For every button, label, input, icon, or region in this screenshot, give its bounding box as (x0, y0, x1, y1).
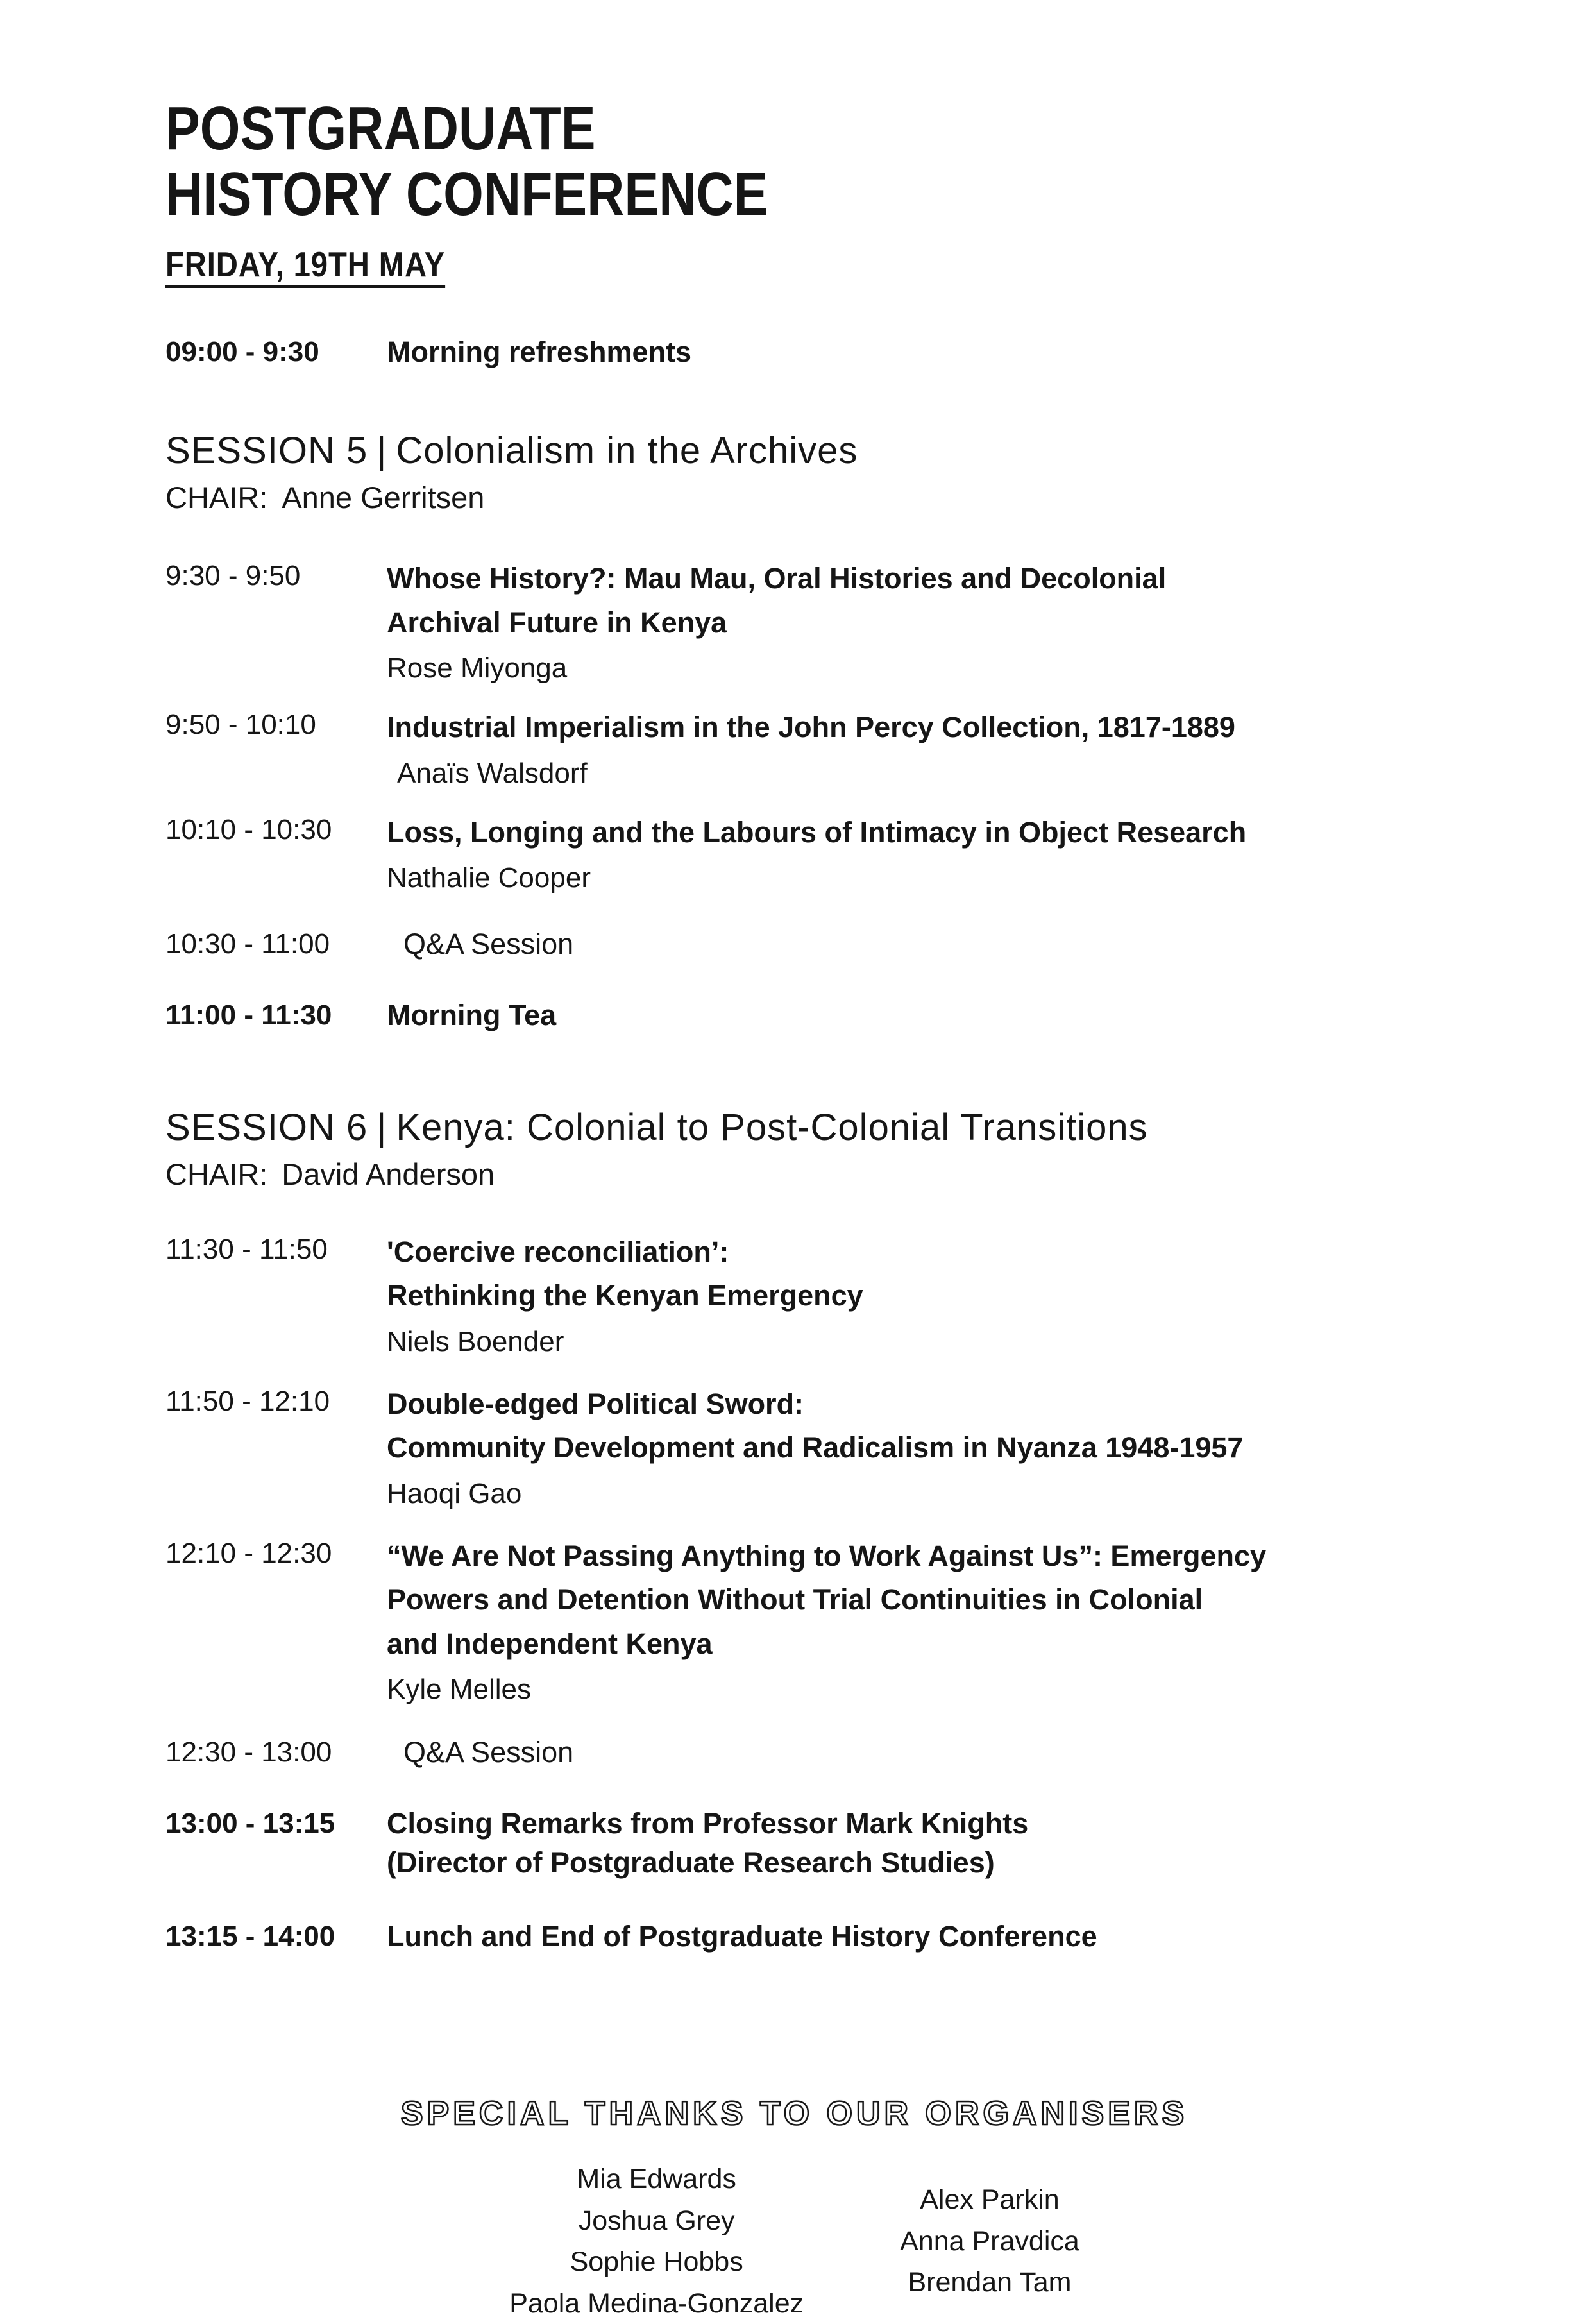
closing-body (387, 1804, 1519, 1883)
talk-speaker: Haoqi Gao (387, 1477, 522, 1509)
organisers-column-left (509, 2159, 804, 2324)
time-range: 13:15 - 14:00 (165, 1921, 335, 1953)
time-range: 9:50 - 10:10 (165, 709, 316, 741)
session-topic: Kenya: Colonial to Post-Colonial Transitions (396, 1106, 1148, 1148)
talk-title-line: Loss, Longing and the Labours of Intimacy in Object Research (387, 815, 1247, 849)
schedule-row-morning-tea (165, 996, 1519, 1035)
talk-title-line: Powers and Detention Without Trial Continuities in Colonial (387, 1583, 1203, 1616)
event-label: Morning refreshments (387, 335, 692, 368)
time-range: 9:30 - 9:50 (165, 560, 301, 592)
page-title (165, 96, 1303, 227)
event-label: Morning Tea (387, 999, 557, 1032)
schedule-row-morning-refreshments (165, 333, 1519, 372)
chair-label: CHAIR: (165, 1157, 268, 1191)
thanks-section (69, 2094, 1519, 2324)
schedule-row-qa-session6 (165, 1733, 1519, 1772)
organiser-name: Mia Edwards (577, 2164, 736, 2195)
talk-title-line: Double-edged Political Sword: (387, 1387, 804, 1420)
session6-header (165, 1106, 1519, 1192)
talk-title-line: 'Coercive reconciliation’: (387, 1235, 729, 1268)
conference-date: FRIDAY, 19TH MAY (165, 244, 446, 284)
talk-body (387, 1382, 1519, 1512)
talk-title-line: “We Are Not Passing Anything to Work Against Us”: Emergency (387, 1539, 1267, 1572)
organiser-name: Brendan Tam (908, 2267, 1072, 2298)
talk-body (387, 706, 1519, 792)
schedule-row-qa-session5 (165, 925, 1519, 964)
time-range: 12:10 - 12:30 (165, 1537, 332, 1569)
page-title-line1: POSTGRADUATE (165, 94, 596, 163)
organiser-name: Sophie Hobbs (570, 2246, 743, 2278)
chair-name: Anne Gerritsen (282, 480, 485, 515)
organiser-name: Joshua Grey (578, 2205, 735, 2236)
schedule-row-lunch (165, 1917, 1519, 1956)
organiser-name: Alex Parkin (920, 2184, 1060, 2216)
talk-body (387, 1534, 1519, 1708)
time-range: 11:50 - 12:10 (165, 1385, 330, 1417)
chair-label: CHAIR: (165, 480, 268, 515)
talk-body (387, 557, 1519, 686)
talk-title-line: Rethinking the Kenyan Emergency (387, 1279, 863, 1312)
talk-row (165, 811, 1519, 897)
time-range: 12:30 - 13:00 (165, 1736, 332, 1768)
time-range: 11:00 - 11:30 (165, 999, 332, 1031)
event-label: Q&A Session (403, 1736, 574, 1769)
talk-title-line: Archival Future in Kenya (387, 606, 727, 639)
talk-speaker: Anaïs Walsdorf (397, 757, 588, 789)
organisers-columns (69, 2159, 1519, 2324)
talk-row (165, 1230, 1519, 1360)
time-range: 09:00 - 9:30 (165, 335, 319, 368)
chair-name: David Anderson (282, 1157, 495, 1191)
schedule-row-closing-remarks (165, 1804, 1519, 1883)
talk-row (165, 1382, 1519, 1512)
talk-title-line: Community Development and Radicalism in Nyanza 1948-1957 (387, 1431, 1244, 1464)
organiser-name: Anna Pravdica (900, 2225, 1079, 2257)
session-separator: | (376, 1106, 387, 1148)
talk-speaker: Nathalie Cooper (387, 862, 591, 894)
thanks-heading: SPECIAL THANKS TO OUR ORGANISERS (400, 2095, 1188, 2133)
talk-speaker: Rose Miyonga (387, 652, 568, 684)
talk-title-line: Whose History?: Mau Mau, Oral Histories and Decolonial (387, 562, 1167, 595)
organiser-name: Paola Medina-Gonzalez (509, 2287, 804, 2319)
talk-title-line: Industrial Imperialism in the John Percy Collection, 1817-1889 (387, 711, 1235, 744)
time-range: 10:30 - 11:00 (165, 928, 330, 960)
time-range: 11:30 - 11:50 (165, 1233, 328, 1265)
session6-title (165, 1106, 1519, 1149)
session6-chair (165, 1157, 1519, 1192)
talk-title-line: and Independent Kenya (387, 1627, 713, 1660)
session-topic: Colonialism in the Archives (396, 430, 858, 472)
session-number: SESSION 5 (165, 430, 368, 472)
page-title-line2: HISTORY CONFERENCE (165, 159, 768, 228)
talk-row (165, 1534, 1519, 1708)
session5-chair (165, 480, 1519, 515)
session-separator: | (376, 430, 387, 472)
time-range: 10:10 - 10:30 (165, 813, 332, 845)
session5-title (165, 429, 1519, 472)
talk-speaker: Kyle Melles (387, 1673, 531, 1705)
session-number: SESSION 6 (165, 1106, 368, 1148)
event-label-line: Closing Remarks from Professor Mark Knights (387, 1806, 1029, 1840)
talk-row (165, 557, 1519, 686)
event-label-line: (Director of Postgraduate Research Studies) (387, 1845, 995, 1879)
session5-header (165, 429, 1519, 515)
talk-speaker: Niels Boender (387, 1325, 564, 1357)
talk-body (387, 1230, 1519, 1360)
event-label: Lunch and End of Postgraduate History Conference (387, 1920, 1097, 1953)
organisers-column-right (900, 2179, 1079, 2303)
talk-row (165, 706, 1519, 792)
event-label: Q&A Session (403, 928, 574, 961)
talk-body (387, 811, 1519, 897)
time-range: 13:00 - 13:15 (165, 1807, 335, 1839)
